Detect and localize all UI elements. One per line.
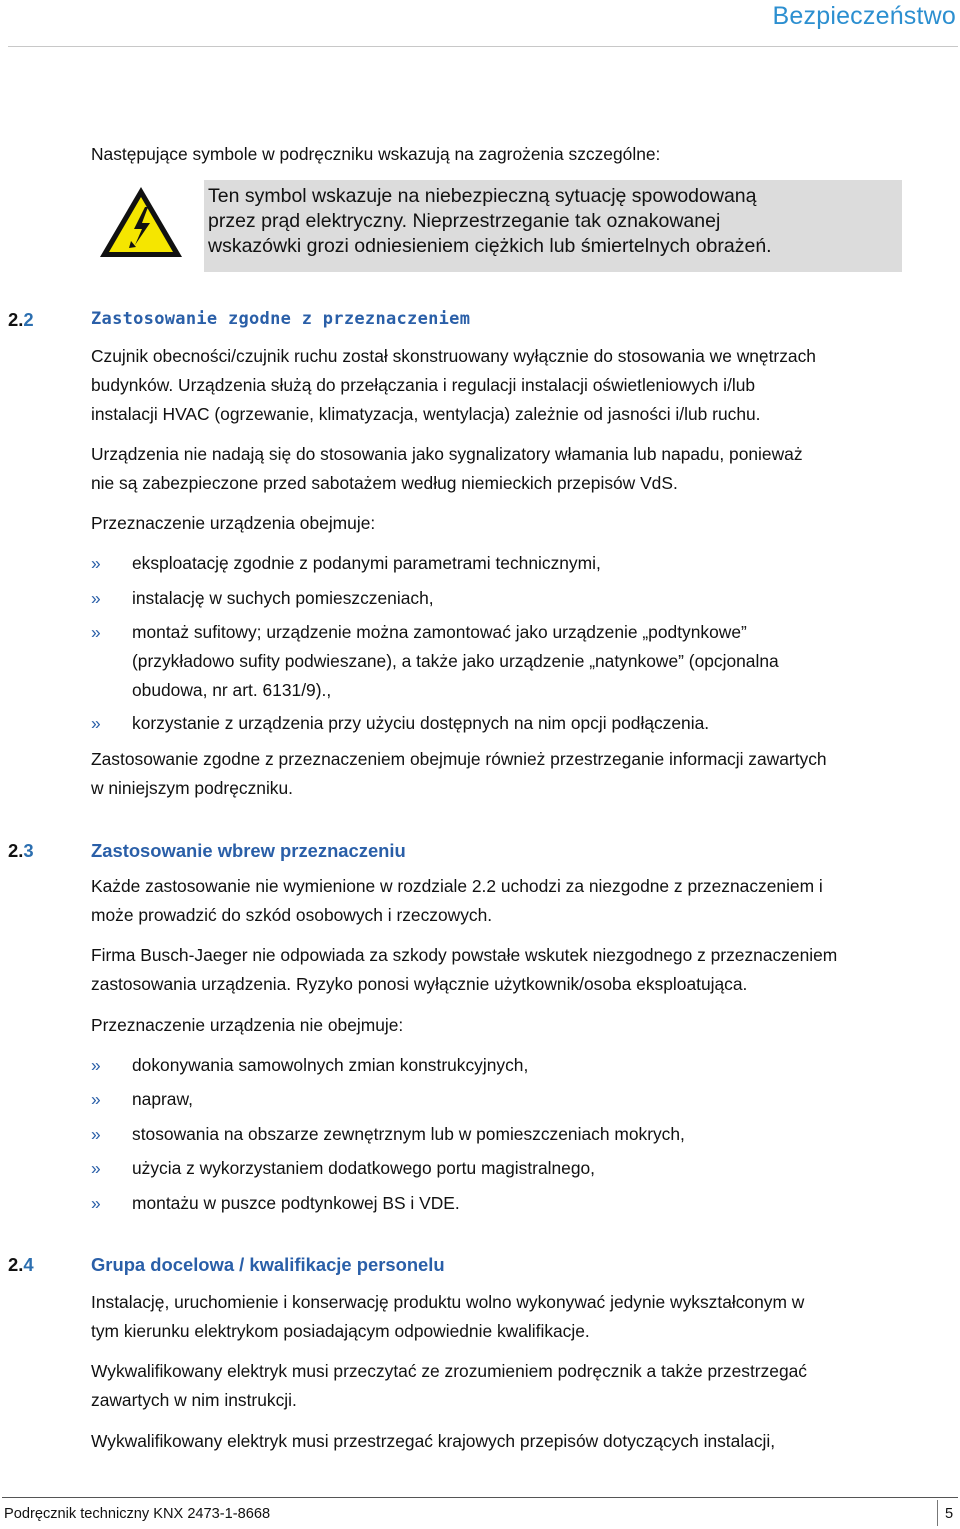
text-line: nie są zabezpieczone przed sabotażem według niemieckich przepisów VdS. [91,473,678,493]
section-2-3-paragraph-2 [91,941,941,999]
section-2-2-paragraph-2 [91,440,941,498]
text-line: Firma Busch-Jaeger nie odpowiada za szkody powstałe wskutek niezgodnego z przeznaczeniem [91,945,838,965]
text-line: w niniejszym podręczniku. [91,778,294,798]
section-number-sub: 4 [23,1254,34,1275]
bullet-mark: » [91,1089,101,1109]
text-line: zastosowania urządzenia. Ryzyko ponosi wyłącznie użytkownik/osoba eksploatująca. [91,974,748,994]
section-2-4-paragraph-3: Wykwalifikowany elektryk musi przestrzegać krajowych przepisów dotyczących instalacji, [91,1431,776,1451]
section-2-2-paragraph-4 [91,745,941,803]
list-item-text: stosowania na obszarze zewnętrznym lub w pomieszczeniach mokrych, [132,1124,685,1144]
bullet-mark: » [91,1158,101,1178]
bullet-mark: » [91,1193,101,1213]
section-number-sub: 3 [23,840,34,861]
text-line: Zastosowanie zgodne z przeznaczeniem obejmuje również przestrzeganie informacji zawartych [91,749,827,769]
text-line: obudowa, nr art. 6131/9)., [132,680,332,700]
text-line: Każde zastosowanie nie wymienione w rozdziale 2.2 uchodzi za niezgodne z przeznaczeniem i [91,876,823,896]
list-item-text: korzystanie z urządzenia przy użyciu dostępnych na nim opcji podłączenia. [132,713,710,733]
electric-hazard-icon [98,185,184,259]
section-number: 2. [8,309,24,330]
list-item-text: napraw, [132,1089,193,1109]
footer-divider [2,1497,958,1498]
text-line: (przykładowo sufity podwieszane), a także jako urządzenie „natynkowe” (opcjonalna [132,651,779,671]
text-line: Czujnik obecności/czujnik ruchu został skonstruowany wyłącznie do stosowania we wnętrzach [91,346,816,366]
footer-separator [937,1500,938,1526]
page-number: 5 [945,1506,954,1522]
header-divider [8,46,958,47]
list-item-text: dokonywania samowolnych zmian konstrukcyjnych, [132,1055,529,1075]
warning-text [208,184,898,259]
section-2-3-paragraph-3: Przeznaczenie urządzenia nie obejmuje: [91,1015,404,1035]
section-2-4-paragraph-1 [91,1288,941,1346]
section-heading-2-4 [8,1254,445,1276]
section-heading-2-3 [8,840,406,862]
text-line: instalacji HVAC (ogrzewanie, klimatyzacja, wentylacja) zależnie od jasności i/lub ruchu. [91,404,761,424]
text-line: budynków. Urządzenia służą do przełączania i regulacji instalacji oświetleniowych i/lub [91,375,756,395]
bullet-mark: » [91,588,101,608]
page-header-title: Bezpieczeństwo [772,2,956,30]
text-line: tym kierunku elektrykom posiadającym odpowiednie kwalifikacje. [91,1321,590,1341]
warning-line: przez prąd elektryczny. Nieprzestrzeganie tak oznakowanej [208,210,721,232]
warning-line: Ten symbol wskazuje na niebezpieczną sytuację spowodowaną [208,185,757,207]
section-2-2-paragraph-3: Przeznaczenie urządzenia obejmuje: [91,513,376,533]
list-item-text: montażu w puszce podtynkowej BS i VDE. [132,1193,460,1213]
text-line: może prowadzić do szkód osobowych i rzeczowych. [91,905,493,925]
intro-text: Następujące symbole w podręczniku wskazują na zagrożenia szczególne: [91,144,661,164]
section-title: Zastosowanie zgodne z przeznaczeniem [91,309,471,329]
bullet-mark: » [91,1055,101,1075]
bullet-mark: » [91,1124,101,1144]
text-line: Urządzenia nie nadają się do stosowania jako sygnalizatory włamania lub napadu, ponieważ [91,444,803,464]
section-2-3-paragraph-1 [91,872,941,930]
text-line: zawartych w nim instrukcji. [91,1390,297,1410]
section-number-sub: 2 [23,309,34,330]
footer-document-title: Podręcznik techniczny KNX 2473-1-8668 [4,1506,271,1522]
section-2-2-paragraph-1 [91,342,941,429]
list-item-text: użycia z wykorzystaniem dodatkowego portu magistralnego, [132,1158,596,1178]
text-line: montaż sufitowy; urządzenie można zamontować jako urządzenie „podtynkowe” [132,622,747,642]
warning-line: wskazówki grozi odniesieniem ciężkich lub śmiertelnych obrażeń. [208,235,772,257]
section-number: 2. [8,1254,24,1275]
bullet-mark: » [91,713,101,733]
list-item-text: eksploatację zgodnie z podanymi parametrami technicznymi, [132,553,601,573]
list-item-text [132,618,922,705]
section-2-4-paragraph-2 [91,1357,941,1415]
section-title: Grupa docelowa / kwalifikacje personelu [91,1254,445,1275]
text-line: Wykwalifikowany elektryk musi przeczytać ze zrozumieniem podręcznik a także przestrzegać [91,1361,808,1381]
bullet-mark: » [91,553,101,573]
section-title: Zastosowanie wbrew przeznaczeniu [91,840,406,861]
section-number: 2. [8,840,24,861]
section-heading-2-2 [8,309,471,331]
bullet-mark: » [91,622,101,642]
list-item-text: instalację w suchych pomieszczeniach, [132,588,434,608]
text-line: Instalację, uruchomienie i konserwację produktu wolno wykonywać jedynie wykształconym w [91,1292,805,1312]
